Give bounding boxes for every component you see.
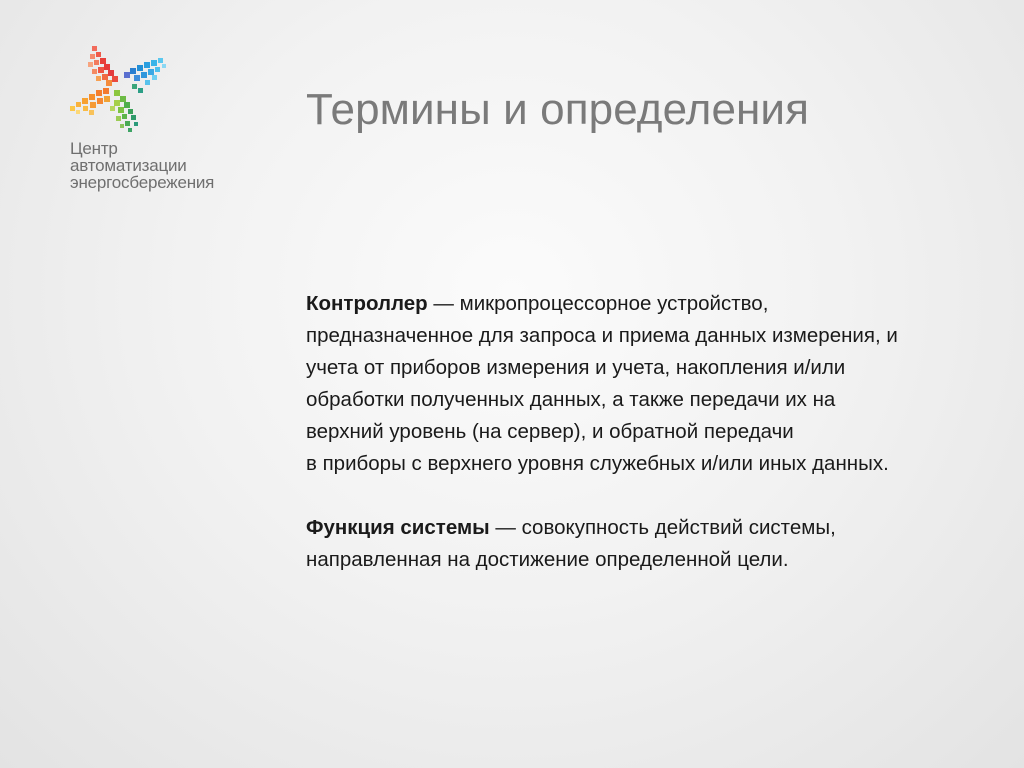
definitions-list bbox=[306, 288, 1006, 576]
logo-text bbox=[70, 140, 214, 191]
definition-text: микропроцессорное устройство, bbox=[459, 292, 769, 315]
logo-text-line-2: автоматизации bbox=[70, 156, 187, 175]
definition-line: обработки полученных данных, а также передачи их на bbox=[306, 388, 836, 411]
definition-line: в приборы с верхнего уровня служебных и/или иных данных. bbox=[306, 452, 889, 475]
definition-system-function bbox=[306, 512, 1006, 576]
definition-line bbox=[306, 288, 1006, 320]
definition-line: предназначенное для запроса и приема данных измерения, и bbox=[306, 324, 898, 347]
definition-line bbox=[306, 512, 1006, 544]
company-logo bbox=[62, 40, 242, 210]
colorful-pixel-star-icon bbox=[62, 40, 172, 140]
definition-dash: — bbox=[489, 516, 522, 539]
definition-term: Функция системы bbox=[306, 516, 490, 539]
logo-text-line-3: энергосбережения bbox=[70, 173, 215, 192]
definition-text: совокупность действий системы, bbox=[521, 516, 836, 539]
definition-controller bbox=[306, 288, 1006, 480]
definition-line: верхний уровень (на сервер), и обратной передачи bbox=[306, 420, 794, 443]
definition-line: направленная на достижение определенной цели. bbox=[306, 548, 789, 571]
definition-line: учета от приборов измерения и учета, накопления и/или bbox=[306, 356, 846, 379]
definition-dash: — bbox=[427, 292, 460, 315]
logo-text-line-1: Центр bbox=[70, 139, 118, 158]
page-title: Термины и определения bbox=[306, 85, 810, 134]
definition-term: Контроллер bbox=[306, 292, 428, 315]
